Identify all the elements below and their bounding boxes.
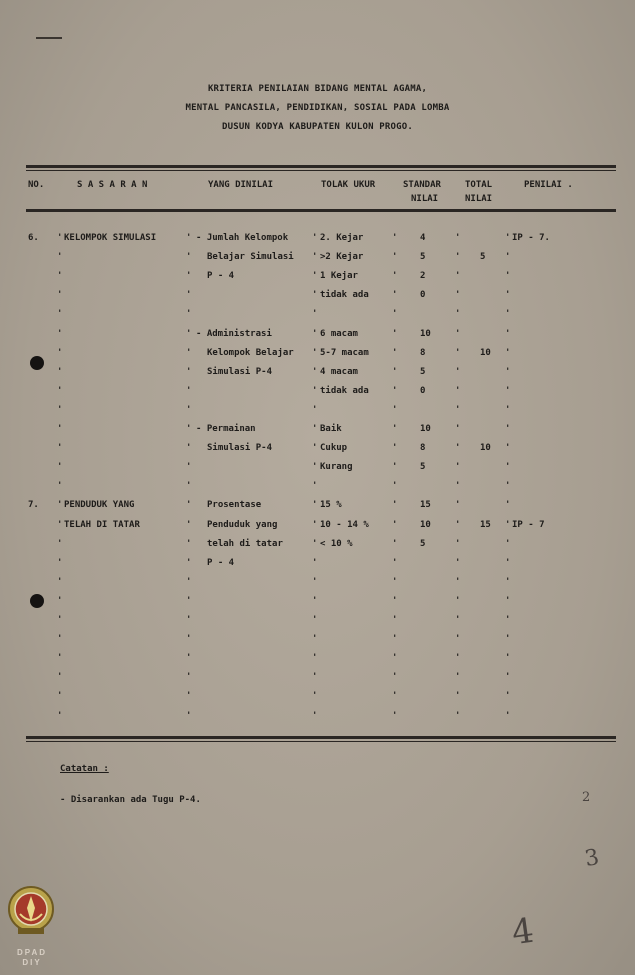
cell-tolak-ukur: >2 Kejar (320, 252, 364, 263)
column-separator: ' (57, 538, 63, 549)
cell-standar: 10 (420, 328, 431, 339)
table-bottom-rule (26, 736, 616, 739)
cell-yang-dinilai: P - 4 (207, 557, 235, 568)
column-separator: ' (312, 653, 318, 664)
column-separator: ' (312, 691, 318, 702)
column-separator: ' (505, 557, 511, 568)
header-standar-line1: STANDAR (403, 180, 441, 190)
column-separator: ' (392, 290, 398, 301)
column-separator: ' (392, 309, 398, 320)
column-separator: ' (392, 404, 398, 415)
header-bottom-rule (26, 209, 616, 212)
column-separator: ' (312, 309, 318, 320)
column-separator: ' (392, 710, 398, 721)
column-separator: ' (392, 385, 398, 396)
column-separator: ' (312, 672, 318, 683)
document-title-line1: KRITERIA PENILAIAN BIDANG MENTAL AGAMA, (207, 84, 428, 94)
column-separator: ' (392, 576, 398, 587)
column-separator: ' (455, 576, 461, 587)
column-separator: ' (392, 271, 398, 282)
column-separator: ' (57, 309, 63, 320)
column-separator: ' (186, 328, 192, 339)
column-separator: ' (392, 328, 398, 339)
column-separator: ' (186, 653, 192, 664)
cell-yang-dinilai: telah di tatar (207, 538, 283, 549)
column-separator: ' (186, 309, 192, 320)
column-separator: ' (455, 366, 461, 377)
cell-yang-dinilai: Penduduk yang (207, 519, 278, 530)
column-separator: ' (57, 252, 63, 263)
cell-tolak-ukur: Baik (320, 424, 342, 434)
column-separator: ' (455, 691, 461, 702)
column-separator: ' (505, 653, 511, 664)
column-separator: ' (57, 328, 63, 339)
column-separator: ' (392, 462, 398, 473)
column-separator: ' (312, 424, 318, 434)
column-separator: ' (505, 404, 511, 415)
column-separator: ' (186, 691, 192, 702)
column-separator: ' (505, 252, 511, 263)
document-title-line3: DUSUN KODYA KABUPATEN KULON PROGO. (221, 122, 414, 132)
handwritten-mark-2: 3 (582, 844, 602, 873)
handwritten-mark-1: 2 (582, 790, 591, 805)
column-separator: ' (455, 653, 461, 664)
column-separator: ' (57, 557, 63, 568)
column-separator: ' (455, 462, 461, 473)
table-top-rule (26, 165, 616, 168)
column-separator: ' (312, 500, 318, 511)
column-separator: ' (392, 634, 398, 645)
column-separator: ' (505, 538, 511, 549)
column-separator: ' (392, 481, 398, 492)
column-separator: ' (505, 424, 511, 434)
column-separator: ' (455, 309, 461, 320)
cell-no: 6. (28, 233, 39, 243)
column-separator: ' (57, 233, 63, 243)
column-separator: ' (455, 557, 461, 568)
cell-tolak-ukur: 10 - 14 % (320, 519, 369, 530)
column-separator: ' (312, 634, 318, 645)
column-separator: ' (57, 710, 63, 721)
column-separator: ' (455, 500, 461, 511)
column-separator: ' (186, 481, 192, 492)
column-separator: ' (455, 519, 461, 530)
column-separator: ' (505, 233, 511, 243)
pencil-mark (36, 37, 62, 39)
column-separator: ' (505, 691, 511, 702)
column-separator: ' (455, 481, 461, 492)
column-separator: ' (505, 519, 511, 530)
column-separator: ' (505, 366, 511, 377)
cell-yang-dinilai: - Administrasi (196, 328, 272, 339)
column-separator: ' (57, 691, 63, 702)
column-separator: ' (312, 557, 318, 568)
cell-tolak-ukur: 2. Kejar (320, 233, 364, 243)
cell-tolak-ukur: Cukup (320, 443, 348, 454)
column-separator: ' (186, 252, 192, 263)
cell-penilai: IP - 7 (512, 519, 545, 530)
column-separator: ' (455, 538, 461, 549)
column-separator: ' (392, 519, 398, 530)
column-separator: ' (455, 615, 461, 625)
column-separator: ' (57, 615, 63, 625)
column-separator: ' (455, 443, 461, 454)
column-separator: ' (392, 424, 398, 434)
archive-stamp-logo (6, 884, 56, 954)
column-separator: ' (505, 462, 511, 473)
punch-hole-bottom (30, 594, 44, 608)
column-separator: ' (505, 710, 511, 721)
column-separator: ' (57, 634, 63, 645)
column-separator: ' (186, 347, 192, 358)
column-separator: ' (186, 462, 192, 473)
column-separator: ' (312, 233, 318, 243)
punch-hole-top (30, 356, 44, 370)
column-separator: ' (455, 634, 461, 645)
crest-icon (6, 884, 56, 936)
header-standar-line2: NILAI (411, 194, 439, 204)
column-separator: ' (186, 595, 192, 606)
column-separator: ' (57, 672, 63, 683)
column-separator: ' (455, 710, 461, 721)
column-separator: ' (186, 290, 192, 301)
column-separator: ' (186, 615, 192, 625)
column-separator: ' (312, 615, 318, 625)
column-separator: ' (57, 576, 63, 587)
column-separator: ' (312, 328, 318, 339)
cell-yang-dinilai: Kelompok Belajar (207, 347, 294, 358)
column-separator: ' (312, 347, 318, 358)
cell-standar: 0 (420, 385, 426, 396)
column-separator: ' (312, 404, 318, 415)
cell-standar: 5 (420, 462, 426, 473)
table-top-rule-thin (26, 170, 616, 171)
column-separator: ' (505, 576, 511, 587)
column-separator: ' (312, 519, 318, 530)
cell-tolak-ukur: 5-7 macam (320, 347, 369, 358)
column-separator: ' (505, 672, 511, 683)
column-separator: ' (455, 328, 461, 339)
cell-total: 5 (480, 252, 486, 263)
cell-penilai: IP - 7. (512, 233, 550, 243)
column-separator: ' (186, 519, 192, 530)
column-separator: ' (392, 595, 398, 606)
column-separator: ' (312, 576, 318, 587)
archive-stamp-text: DPAD DIY (16, 948, 48, 967)
cell-tolak-ukur: tidak ada (320, 290, 369, 301)
column-separator: ' (505, 328, 511, 339)
column-separator: ' (186, 443, 192, 454)
column-separator: ' (505, 347, 511, 358)
cell-standar: 5 (420, 366, 426, 377)
column-separator: ' (455, 595, 461, 606)
column-separator: ' (505, 290, 511, 301)
column-separator: ' (455, 672, 461, 683)
column-separator: ' (392, 500, 398, 511)
column-separator: ' (505, 595, 511, 606)
column-separator: ' (57, 347, 63, 358)
cell-standar: 8 (420, 443, 426, 454)
column-separator: ' (57, 385, 63, 396)
cell-tolak-ukur: tidak ada (320, 385, 369, 396)
cell-tolak-ukur: 4 macam (320, 366, 358, 377)
column-separator: ' (57, 500, 63, 511)
column-separator: ' (186, 557, 192, 568)
column-separator: ' (186, 233, 192, 243)
cell-standar: 15 (420, 500, 431, 511)
column-separator: ' (505, 385, 511, 396)
column-separator: ' (455, 424, 461, 434)
column-separator: ' (186, 672, 192, 683)
column-separator: ' (186, 576, 192, 587)
cell-total: 10 (480, 347, 491, 358)
column-separator: ' (505, 443, 511, 454)
column-separator: ' (186, 500, 192, 511)
cell-sasaran: TELAH DI TATAR (64, 519, 140, 530)
header-penilai: PENILAI . (524, 180, 573, 190)
column-separator: ' (312, 538, 318, 549)
column-separator: ' (186, 385, 192, 396)
cell-standar: 2 (420, 271, 426, 282)
notes-heading: Catatan : (60, 764, 109, 774)
cell-standar: 5 (420, 538, 426, 549)
cell-no: 7. (28, 500, 39, 511)
column-separator: ' (57, 519, 63, 530)
column-separator: ' (312, 462, 318, 473)
cell-yang-dinilai: Simulasi P-4 (207, 443, 273, 454)
column-separator: ' (186, 710, 192, 721)
column-separator: ' (312, 443, 318, 454)
column-separator: ' (505, 615, 511, 625)
column-separator: ' (57, 404, 63, 415)
column-separator: ' (57, 443, 63, 454)
cell-yang-dinilai: Simulasi P-4 (207, 366, 273, 377)
cell-standar: 5 (420, 252, 426, 263)
column-separator: ' (392, 557, 398, 568)
cell-yang-dinilai: Belajar Simulasi (207, 252, 294, 263)
column-separator: ' (392, 653, 398, 664)
column-separator: ' (392, 366, 398, 377)
cell-tolak-ukur: 6 macam (320, 328, 358, 339)
column-separator: ' (392, 233, 398, 243)
notes-item: - Disarankan ada Tugu P-4. (60, 795, 201, 805)
column-separator: ' (186, 634, 192, 645)
cell-yang-dinilai: Prosentase (207, 500, 262, 511)
column-separator: ' (186, 424, 192, 434)
cell-standar: 4 (420, 233, 426, 243)
column-separator: ' (455, 404, 461, 415)
cell-standar: 10 (420, 424, 431, 434)
document-title-line2: MENTAL PANCASILA, PENDIDIKAN, SOSIAL PADA LOMBA (185, 103, 450, 113)
column-separator: ' (57, 653, 63, 664)
table-bottom-rule-thin (26, 741, 616, 742)
cell-total: 10 (480, 443, 491, 454)
column-separator: ' (455, 233, 461, 243)
column-separator: ' (57, 271, 63, 282)
column-separator: ' (455, 271, 461, 282)
cell-standar: 0 (420, 290, 426, 301)
column-separator: ' (392, 443, 398, 454)
column-separator: ' (312, 385, 318, 396)
header-sasaran: S A S A R A N (77, 180, 148, 190)
cell-standar: 8 (420, 347, 426, 358)
column-separator: ' (505, 309, 511, 320)
column-separator: ' (186, 366, 192, 377)
column-separator: ' (392, 252, 398, 263)
cell-total: 15 (480, 519, 491, 530)
cell-tolak-ukur: 1 Kejar (320, 271, 358, 282)
column-separator: ' (57, 290, 63, 301)
column-separator: ' (455, 385, 461, 396)
column-separator: ' (392, 538, 398, 549)
cell-yang-dinilai: - Jumlah Kelompok (196, 233, 289, 243)
cell-tolak-ukur: < 10 % (320, 538, 353, 549)
column-separator: ' (392, 691, 398, 702)
column-separator: ' (455, 252, 461, 263)
column-separator: ' (505, 500, 511, 511)
column-separator: ' (312, 252, 318, 263)
column-separator: ' (505, 271, 511, 282)
column-separator: ' (57, 366, 63, 377)
column-separator: ' (186, 271, 192, 282)
header-total-line2: NILAI (465, 194, 493, 204)
column-separator: ' (186, 538, 192, 549)
column-separator: ' (57, 481, 63, 492)
column-separator: ' (455, 347, 461, 358)
column-separator: ' (312, 271, 318, 282)
column-separator: ' (186, 404, 192, 415)
column-separator: ' (57, 424, 63, 434)
header-yang-dinilai: YANG DINILAI (208, 180, 274, 190)
column-separator: ' (57, 462, 63, 473)
column-separator: ' (455, 290, 461, 301)
cell-sasaran: KELOMPOK SIMULASI (64, 233, 157, 243)
header-tolak-ukur: TOLAK UKUR (321, 180, 376, 190)
column-separator: ' (392, 347, 398, 358)
column-separator: ' (312, 366, 318, 377)
column-separator: ' (392, 672, 398, 683)
cell-sasaran: PENDUDUK YANG (64, 500, 135, 511)
cell-standar: 10 (420, 519, 431, 530)
column-separator: ' (57, 595, 63, 606)
handwritten-mark-3: 4 (509, 910, 537, 954)
column-separator: ' (312, 710, 318, 721)
column-separator: ' (312, 595, 318, 606)
column-separator: ' (312, 481, 318, 492)
column-separator: ' (312, 290, 318, 301)
cell-tolak-ukur: Kurang (320, 462, 353, 473)
column-separator: ' (505, 481, 511, 492)
cell-yang-dinilai: P - 4 (207, 271, 235, 282)
header-no: NO. (28, 180, 45, 190)
column-separator: ' (392, 615, 398, 625)
cell-yang-dinilai: - Permainan (196, 424, 256, 434)
cell-tolak-ukur: 15 % (320, 500, 342, 511)
header-total-line1: TOTAL (465, 180, 493, 190)
column-separator: ' (505, 634, 511, 645)
